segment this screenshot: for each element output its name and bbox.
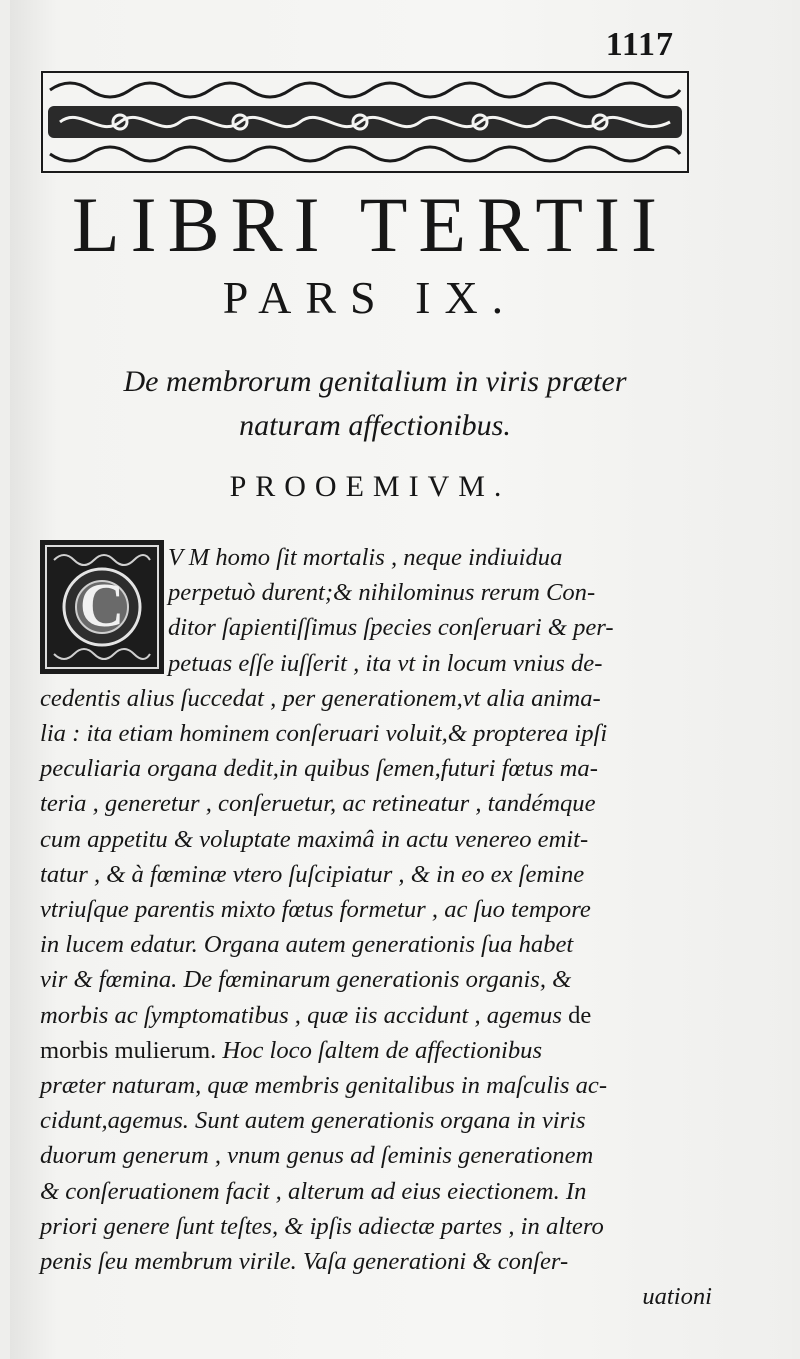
body-line: cum appetitu & voluptate maximâ in actu venereo emit- xyxy=(40,825,589,853)
body-line: lia : ita etiam hominem conſeruari voluit,& propterea ipſi xyxy=(40,720,608,748)
body-line: peculiaria organa dedit,in quibus ſemen,futuri fœtus ma- xyxy=(40,755,598,783)
body-line-roman: morbis mulierum. xyxy=(40,1036,217,1064)
body-line: vtriuſque parentis mixto fœtus formetur , ac ſuo tempore xyxy=(40,896,591,924)
catchword: uationi xyxy=(642,1283,712,1311)
book-title: LIBRI TERTII xyxy=(72,181,668,268)
body-line xyxy=(40,1033,712,1068)
page-number: 1117 xyxy=(605,26,674,63)
body-line: V M homo ſit mortalis , neque indiuidua xyxy=(168,544,563,571)
body-line: præter naturam, quæ membris genitalibus in maſculis ac- xyxy=(40,1072,608,1100)
section-heading: PROOEMIVM. xyxy=(229,470,511,503)
body-line: teria , generetur , conſeruetur, ac retineatur , tandémque xyxy=(40,790,596,818)
body-line: tatur , & à fœminæ vtero ſuſcipiatur , & in eo ex ſemine xyxy=(40,860,585,888)
body-line-roman: de xyxy=(568,1001,592,1029)
body-line: vir & fœmina. De fœminarum generationis organis, & xyxy=(40,966,572,994)
chapter-subtitle xyxy=(50,360,700,448)
body-line: cedentis alius ſuccedat , per generationem,vt alia anima- xyxy=(40,684,601,712)
body-line: priori genere ſunt teſtes, & ipſis adiectæ partes , in altero xyxy=(40,1212,604,1240)
body-line: cidunt,agemus. Sunt autem generationis organa in viris xyxy=(40,1107,586,1135)
body-text xyxy=(40,540,712,1314)
subtitle-line-1: De membrorum genitalium in viris præter xyxy=(123,365,627,398)
body-line: ditor ſapientiſſimus ſpecies conſeruari & per- xyxy=(168,614,614,642)
body-line-italic: morbis ac ſymptomatibus , quæ iis accidunt , agemus xyxy=(40,1001,562,1029)
body-line: petuas eſſe iuſſerit , ita vt in locum vnius de- xyxy=(168,649,603,677)
body-line: penis ſeu membrum virile. Vaſa generationi & conſer- xyxy=(40,1248,569,1276)
book-page xyxy=(10,0,792,1359)
body-line: & conſeruationem facit , alterum ad eius eiectionem. In xyxy=(40,1177,587,1205)
body-line: in lucem edatur. Organa autem generationis ſua habet xyxy=(40,931,574,959)
body-line xyxy=(40,998,712,1033)
body-line: perpetuò durent;& nihilominus rerum Con- xyxy=(168,579,596,607)
part-heading: PARS IX. xyxy=(222,272,518,323)
body-line: duorum generum , vnum genus ad ſeminis generationem xyxy=(40,1142,594,1170)
decorative-headpiece-ornament xyxy=(40,70,690,174)
body-line-italic: Hoc loco ſaltem de affectionibus xyxy=(222,1036,543,1064)
subtitle-line-2: naturam affectionibus. xyxy=(239,409,511,442)
initial-letter-glyph: C xyxy=(79,572,125,640)
